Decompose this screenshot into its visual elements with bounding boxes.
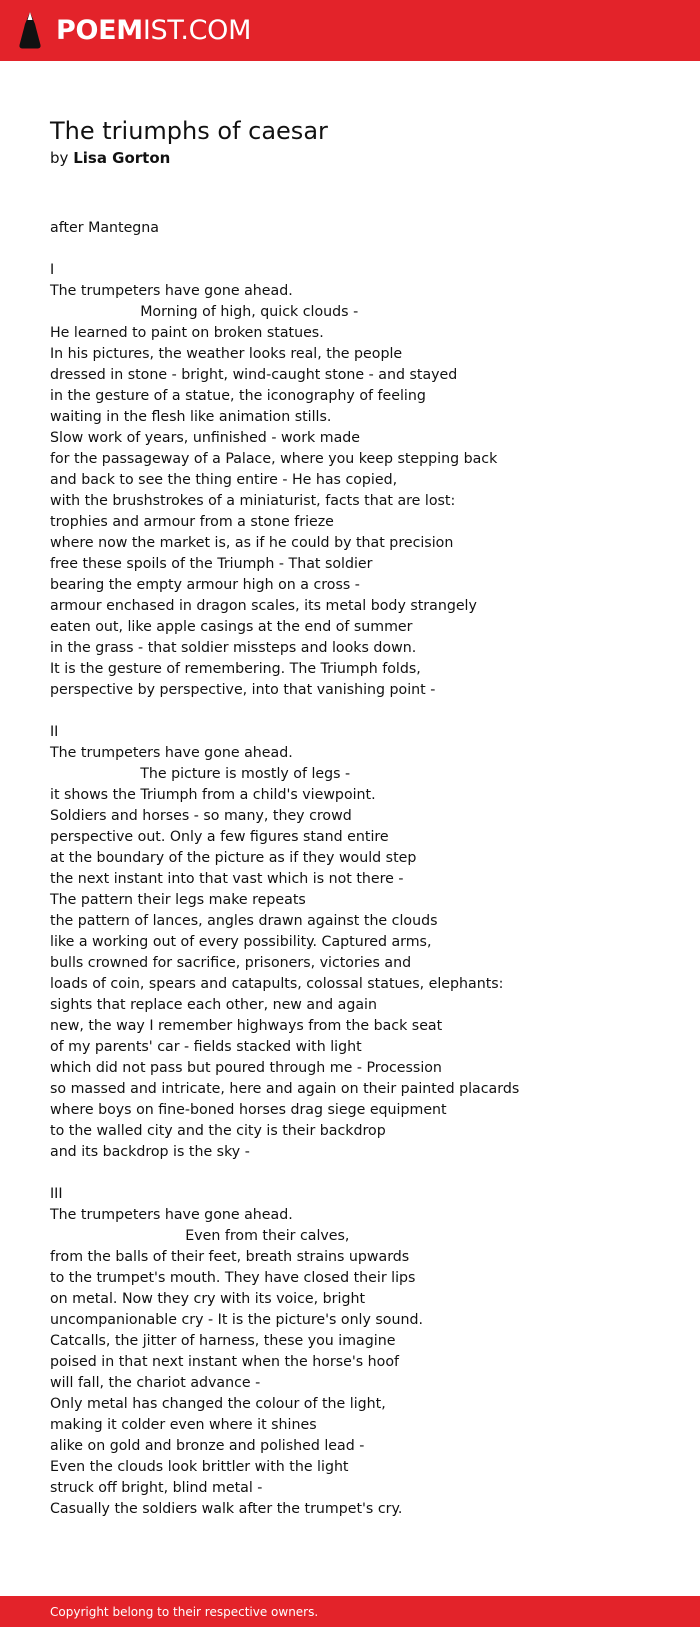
poem-line: bulls crowned for sacrifice, prisoners, victories and — [50, 955, 412, 971]
poem-line: bearing the empty armour high on a cross - — [50, 577, 360, 593]
poem-line: sights that replace each other, new and again — [50, 997, 377, 1013]
site-name — [56, 15, 251, 46]
poem-line: of my parents' car - fields stacked with light — [50, 1039, 362, 1055]
by-label: by — [50, 149, 69, 167]
poem-line: in the gesture of a statue, the iconography of feeling — [50, 388, 426, 404]
poem-line: Even the clouds look brittler with the light — [50, 1459, 349, 1475]
poem-line: at the boundary of the picture as if they would step — [50, 850, 417, 866]
pencil-tip-icon — [18, 11, 42, 51]
poem-line: from the balls of their feet, breath strains upwards — [50, 1249, 410, 1265]
poem-line — [50, 239, 700, 260]
poem-line: I — [50, 262, 55, 278]
poem-line: on metal. Now they cry with its voice, bright — [50, 1291, 366, 1307]
poem-line: Soldiers and horses - so many, they crowd — [50, 808, 352, 824]
poem-line: and its backdrop is the sky - — [50, 1144, 250, 1160]
poem-line: armour enchased in dragon scales, its metal body strangely — [50, 598, 477, 614]
poem-line: to the walled city and the city is their backdrop — [50, 1123, 386, 1139]
poem-line: trophies and armour from a stone frieze — [50, 514, 334, 530]
poem-line: new, the way I remember highways from the back seat — [50, 1018, 443, 1034]
poem-line: eaten out, like apple casings at the end of summer — [50, 619, 413, 635]
poem-line: will fall, the chariot advance - — [50, 1375, 261, 1391]
poem-line: It is the gesture of remembering. The Triumph folds, — [50, 661, 421, 677]
site-footer — [0, 1596, 700, 1627]
poem-line: perspective out. Only a few figures stand entire — [50, 829, 389, 845]
poem-line: so massed and intricate, here and again on their painted placards — [50, 1081, 520, 1097]
poem-line: Slow work of years, unfinished - work made — [50, 430, 361, 446]
poem-line: it shows the Triumph from a child's viewpoint. — [50, 787, 376, 803]
poem-line: II — [50, 724, 59, 740]
author-link[interactable]: Lisa Gorton — [73, 149, 171, 167]
poem-line: The trumpeters have gone ahead. — [50, 1207, 293, 1223]
poem-line: Only metal has changed the colour of the light, — [50, 1396, 386, 1412]
poem-line — [50, 701, 700, 722]
poem-line: Casually the soldiers walk after the trumpet's cry. — [50, 1501, 403, 1517]
poem-line: like a working out of every possibility. Captured arms, — [50, 934, 432, 950]
poem-line: The pattern their legs make repeats — [50, 892, 306, 908]
poem-line: In his pictures, the weather looks real, the people — [50, 346, 403, 362]
poem-line: for the passageway of a Palace, where you keep stepping back — [50, 451, 498, 467]
poem-line: which did not pass but poured through me - Procession — [50, 1060, 442, 1076]
poem-line — [50, 1163, 700, 1184]
poem-line: where boys on fine-boned horses drag siege equipment — [50, 1102, 447, 1118]
site-header — [0, 0, 700, 61]
poem-line: in the grass - that soldier missteps and looks down. — [50, 640, 417, 656]
site-logo[interactable] — [18, 11, 251, 51]
poem-line: after Mantegna — [50, 220, 159, 236]
poem-line: The picture is mostly of legs - — [50, 766, 351, 782]
poem-line: making it colder even where it shines — [50, 1417, 317, 1433]
byline — [50, 148, 700, 168]
poem-line: where now the market is, as if he could by that precision — [50, 535, 454, 551]
poem-title: The triumphs of caesar — [50, 117, 328, 145]
poem-line: the next instant into that vast which is not there - — [50, 871, 404, 887]
copyright-text: Copyright belong to their respective owners. — [50, 1604, 319, 1619]
poem-line: with the brushstrokes of a miniaturist, facts that are lost: — [50, 493, 456, 509]
site-name-rest: IST.COM — [142, 15, 252, 46]
poem-line: perspective by perspective, into that vanishing point - — [50, 682, 436, 698]
poem-line: to the trumpet's mouth. They have closed their lips — [50, 1270, 416, 1286]
poem-body — [50, 218, 700, 1520]
poem-line: dressed in stone - bright, wind-caught stone - and stayed — [50, 367, 458, 383]
poem-line: free these spoils of the Triumph - That soldier — [50, 556, 373, 572]
poem-line: waiting in the flesh like animation stills. — [50, 409, 332, 425]
poem-line: The trumpeters have gone ahead. — [50, 745, 293, 761]
poem-line: Morning of high, quick clouds - — [50, 304, 359, 320]
poem-line: III — [50, 1186, 63, 1202]
poem-line: The trumpeters have gone ahead. — [50, 283, 293, 299]
poem-line: Even from their calves, — [50, 1228, 350, 1244]
poem-line: struck off bright, blind metal - — [50, 1480, 263, 1496]
poem-line: poised in that next instant when the horse's hoof — [50, 1354, 400, 1370]
poem-line: alike on gold and bronze and polished lead - — [50, 1438, 365, 1454]
poem-line: He learned to paint on broken statues. — [50, 325, 324, 341]
site-name-bold: POEM — [56, 15, 143, 46]
poem-line: the pattern of lances, angles drawn against the clouds — [50, 913, 438, 929]
poem-line: and back to see the thing entire - He has copied, — [50, 472, 398, 488]
poem-line: loads of coin, spears and catapults, colossal statues, elephants: — [50, 976, 504, 992]
poem-line: uncompanionable cry - It is the picture's only sound. — [50, 1312, 423, 1328]
poem-content — [0, 116, 700, 1520]
poem-line: Catcalls, the jitter of harness, these you imagine — [50, 1333, 396, 1349]
